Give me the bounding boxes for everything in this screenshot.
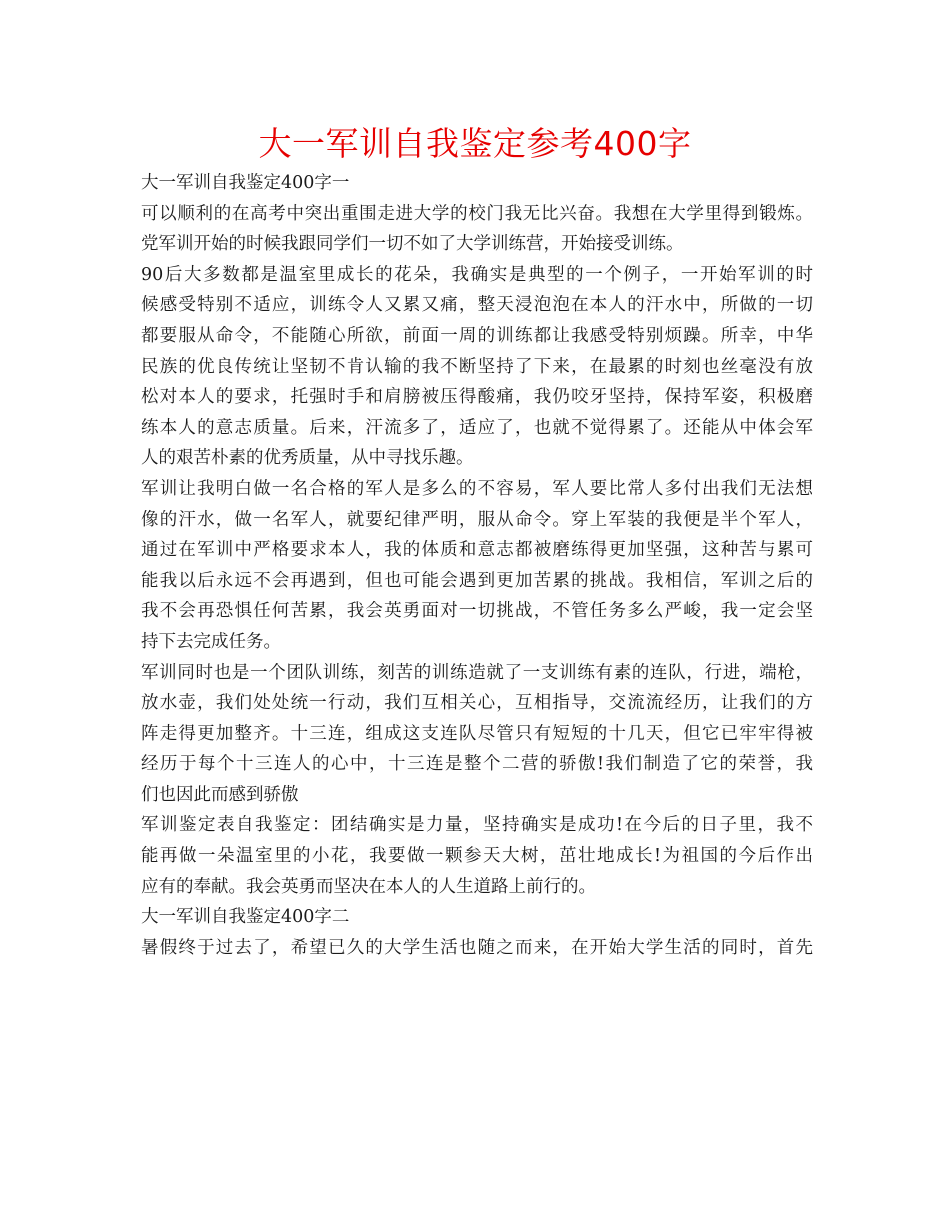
- body-text-line: 可以顺利的在高考中突出重围走进大学的校门我无比兴奋。我想在大学里得到锻炼。: [141, 203, 813, 224]
- body-text-line: 民族的优良传统让坚韧不肯认输的我不断坚持了下来，在最累的时刻也丝毫没有放: [141, 356, 813, 377]
- body-text-line: 都要服从命令，不能随心所欲，前面一周的训练都让我感受特别烦躁。所幸，中华: [141, 325, 813, 346]
- body-text-line: 松对本人的要求，托强时手和肩膀被压得酸痛，我仍咬牙坚持，保持军姿，积极磨: [141, 387, 813, 408]
- body-text-line: 我不会再恐惧任何苦累，我会英勇面对一切挑战，不管任务多么严峻，我一定会坚: [141, 601, 813, 622]
- body-text-line: 军训鉴定表自我鉴定：团结确实是力量，坚持确实是成功!在今后的日子里，我不: [141, 815, 813, 836]
- body-text-line: 像的汗水，做一名军人，就要纪律严明，服从命令。穿上军装的我便是半个军人，: [141, 509, 813, 530]
- body-text-line: 能我以后永远不会再遇到，但也可能会遇到更加苦累的挑战。我相信，军训之后的: [141, 570, 813, 591]
- body-text-line: 暑假终于过去了，希望已久的大学生活也随之而来，在开始大学生活的同时，首先: [141, 937, 813, 958]
- body-text-line: 放水壶，我们处处统一行动，我们互相关心，互相指导，交流流经历，让我们的方: [141, 693, 813, 714]
- body-text-line: 候感受特别不适应，训练令人又累又痛，整天浸泡泡在本人的汗水中，所做的一切: [141, 295, 813, 316]
- body-text-line: 大一军训自我鉴定400字一: [141, 173, 350, 193]
- body-text-line: 能再做一朵温室里的小花，我要做一颗参天大树，茁壮地成长!为祖国的今后作出: [141, 846, 813, 867]
- body-text-line: 大一军训自我鉴定400字二: [141, 907, 350, 928]
- body-text-line: 通过在军训中严格要求本人，我的体质和意志都被磨练得更加坚强，这种苦与累可: [141, 540, 813, 561]
- body-text-line: 经历于每个十三连人的心中，十三连是整个二营的骄傲!我们制造了它的荣誉，我: [141, 754, 813, 775]
- body-text-line: 练本人的意志质量。后来，汗流多了，适应了，也就不觉得累了。还能从中体会军: [141, 417, 813, 438]
- document-body: [141, 168, 813, 963]
- body-text-line: 阵走得更加整齐。十三连，组成这支连队尽管只有短短的十几天，但它已牢牢得被: [141, 723, 813, 744]
- body-text-line: 们也因此而感到骄傲: [141, 784, 299, 805]
- body-text-line: 应有的奉献。我会英勇而坚决在本人的人生道路上前行的。: [141, 876, 596, 897]
- body-text-line: 人的艰苦朴素的优秀质量，从中寻找乐趣。: [141, 448, 474, 469]
- body-text-line: 军训让我明白做一名合格的军人是多么的不容易，军人要比常人多付出我们无法想: [141, 478, 813, 499]
- body-text-line: 党军训开始的时候我跟同学们一切不如了大学训练营，开始接受训练。: [141, 234, 684, 255]
- body-text-line: 持下去完成任务。: [141, 631, 281, 652]
- body-text-line: 90后大多数都是温室里成长的花朵，我确实是典型的一个例子，一开始军训的时: [141, 264, 813, 285]
- document-title: 大一军训自我鉴定参考400字: [258, 124, 692, 163]
- body-text-line: 军训同时也是一个团队训练，刻苦的训练造就了一支训练有素的连队，行进，端枪，: [141, 662, 813, 683]
